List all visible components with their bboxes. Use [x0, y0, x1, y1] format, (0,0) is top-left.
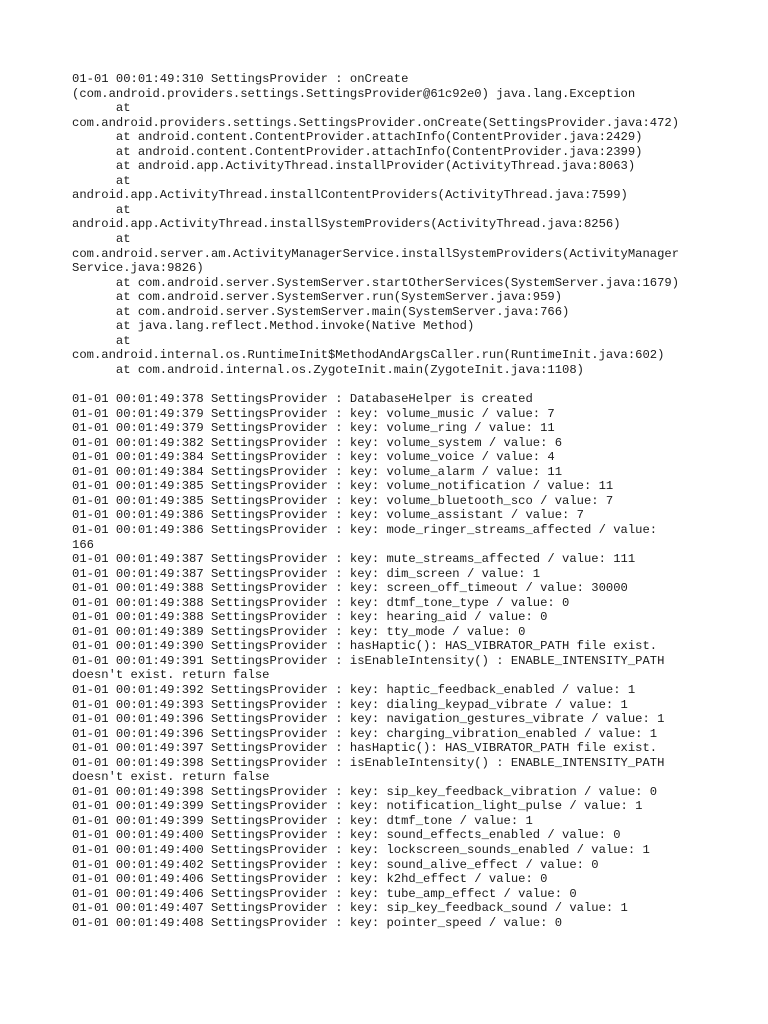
stack-trace-line: 01-01 00:01:49:310 SettingsProvider : onCreate	[72, 72, 409, 86]
stack-trace-line: android.app.ActivityThread.installSystemProviders(ActivityThread.java:8256)	[72, 217, 621, 232]
log-line: 01-01 00:01:49:390 SettingsProvider : hasHaptic(): HAS_VIBRATOR_PATH file exist.	[72, 639, 658, 654]
log-line: 01-01 00:01:49:396 SettingsProvider : key: charging_vibration_enabled / value: 1	[72, 726, 658, 741]
log-line: 01-01 00:01:49:407 SettingsProvider : key: sip_key_feedback_sound / value: 1	[72, 901, 628, 916]
log-line: 01-01 00:01:49:393 SettingsProvider : key: dialing_keypad_vibrate / value: 1	[72, 697, 628, 712]
log-line: 01-01 00:01:49:399 SettingsProvider : key: dtmf_tone / value: 1	[72, 813, 533, 828]
log-line: 01-01 00:01:49:397 SettingsProvider : hasHaptic(): HAS_VIBRATOR_PATH file exist.	[72, 741, 658, 756]
stack-trace-line: at android.app.ActivityThread.installProvider(ActivityThread.java:8063)	[72, 159, 636, 174]
stack-trace-line: com.android.internal.os.RuntimeInit$MethodAndArgsCaller.run(RuntimeInit.java:602)	[72, 348, 665, 363]
log-line: 01-01 00:01:49:388 SettingsProvider : key: screen_off_timeout / value: 30000	[72, 581, 628, 596]
stack-trace-line: at com.android.internal.os.ZygoteInit.main(ZygoteInit.java:1108)	[72, 362, 584, 377]
log-line: 01-01 00:01:49:406 SettingsProvider : key: k2hd_effect / value: 0	[72, 872, 548, 887]
log-entries-block	[72, 392, 712, 930]
stack-trace-line: at	[72, 232, 131, 247]
log-line: 01-01 00:01:49:384 SettingsProvider : key: volume_alarm / value: 11	[72, 464, 563, 479]
stack-trace-line: at	[72, 333, 131, 348]
log-line: doesn't exist. return false	[72, 770, 270, 785]
log-line: 01-01 00:01:49:388 SettingsProvider : key: hearing_aid / value: 0	[72, 610, 548, 625]
log-line: 01-01 00:01:49:388 SettingsProvider : key: dtmf_tone_type / value: 0	[72, 595, 570, 610]
stack-trace-line: com.android.server.am.ActivityManagerService.installSystemProviders(ActivityManager	[72, 246, 680, 261]
stack-trace-line: at	[72, 101, 131, 116]
log-line: 01-01 00:01:49:402 SettingsProvider : key: sound_alive_effect / value: 0	[72, 857, 599, 872]
stack-trace-line: (com.android.providers.settings.SettingsProvider@61c92e0) java.lang.Exception	[72, 86, 636, 101]
log-line: 01-01 00:01:49:386 SettingsProvider : key: volume_assistant / value: 7	[72, 508, 584, 523]
stack-trace-line: com.android.providers.settings.SettingsProvider.onCreate(SettingsProvider.java:472)	[72, 115, 680, 130]
stack-trace-line: at android.content.ContentProvider.attachInfo(ContentProvider.java:2429)	[72, 130, 643, 145]
log-line: doesn't exist. return false	[72, 668, 270, 683]
stack-trace-block	[72, 72, 712, 377]
log-line: 01-01 00:01:49:385 SettingsProvider : key: volume_bluetooth_sco / value: 7	[72, 493, 614, 508]
log-line: 01-01 00:01:49:386 SettingsProvider : key: mode_ringer_streams_affected / value:	[72, 522, 658, 537]
log-line: 01-01 00:01:49:389 SettingsProvider : key: tty_mode / value: 0	[72, 624, 526, 639]
stack-trace-line: at java.lang.reflect.Method.invoke(Native Method)	[72, 319, 475, 334]
log-line: 01-01 00:01:49:392 SettingsProvider : key: haptic_feedback_enabled / value: 1	[72, 682, 636, 697]
log-line: 01-01 00:01:49:385 SettingsProvider : key: volume_notification / value: 11	[72, 479, 614, 494]
log-line: 01-01 00:01:49:378 SettingsProvider : DatabaseHelper is created	[72, 392, 533, 407]
log-line: 01-01 00:01:49:398 SettingsProvider : key: sip_key_feedback_vibration / value: 0	[72, 784, 658, 799]
log-line: 01-01 00:01:49:387 SettingsProvider : key: mute_streams_affected / value: 111	[72, 552, 636, 567]
stack-trace-line: at com.android.server.SystemServer.main(SystemServer.java:766)	[72, 304, 570, 319]
log-line: 01-01 00:01:49:387 SettingsProvider : key: dim_screen / value: 1	[72, 566, 541, 581]
stack-trace-line: Service.java:9826)	[72, 261, 204, 276]
log-line: 01-01 00:01:49:384 SettingsProvider : key: volume_voice / value: 4	[72, 450, 555, 465]
log-line: 01-01 00:01:49:396 SettingsProvider : key: navigation_gestures_vibrate / value: 1	[72, 712, 665, 727]
log-document	[72, 72, 712, 930]
stack-trace-line: at android.content.ContentProvider.attachInfo(ContentProvider.java:2399)	[72, 144, 643, 159]
block-spacer	[72, 377, 712, 392]
log-line: 01-01 00:01:49:398 SettingsProvider : isEnableIntensity() : ENABLE_INTENSITY_PATH	[72, 755, 665, 770]
log-line: 01-01 00:01:49:399 SettingsProvider : key: notification_light_pulse / value: 1	[72, 799, 643, 814]
log-line: 01-01 00:01:49:379 SettingsProvider : key: volume_ring / value: 11	[72, 421, 555, 436]
stack-trace-line: at	[72, 202, 131, 217]
log-line: 01-01 00:01:49:382 SettingsProvider : key: volume_system / value: 6	[72, 435, 563, 450]
stack-trace-line: at	[72, 173, 131, 188]
log-line: 01-01 00:01:49:408 SettingsProvider : key: pointer_speed / value: 0	[72, 915, 563, 930]
stack-trace-line: at com.android.server.SystemServer.startOtherServices(SystemServer.java:1679)	[72, 275, 680, 290]
log-line: 01-01 00:01:49:379 SettingsProvider : key: volume_music / value: 7	[72, 406, 555, 421]
log-line: 01-01 00:01:49:391 SettingsProvider : isEnableIntensity() : ENABLE_INTENSITY_PATH	[72, 653, 665, 668]
log-line: 01-01 00:01:49:400 SettingsProvider : key: lockscreen_sounds_enabled / value: 1	[72, 842, 650, 857]
stack-trace-line: at com.android.server.SystemServer.run(SystemServer.java:959)	[72, 290, 563, 305]
log-line: 01-01 00:01:49:400 SettingsProvider : key: sound_effects_enabled / value: 0	[72, 828, 621, 843]
stack-trace-line: android.app.ActivityThread.installContentProviders(ActivityThread.java:7599)	[72, 188, 628, 203]
log-line: 01-01 00:01:49:406 SettingsProvider : key: tube_amp_effect / value: 0	[72, 886, 577, 901]
log-line: 166	[72, 537, 94, 552]
